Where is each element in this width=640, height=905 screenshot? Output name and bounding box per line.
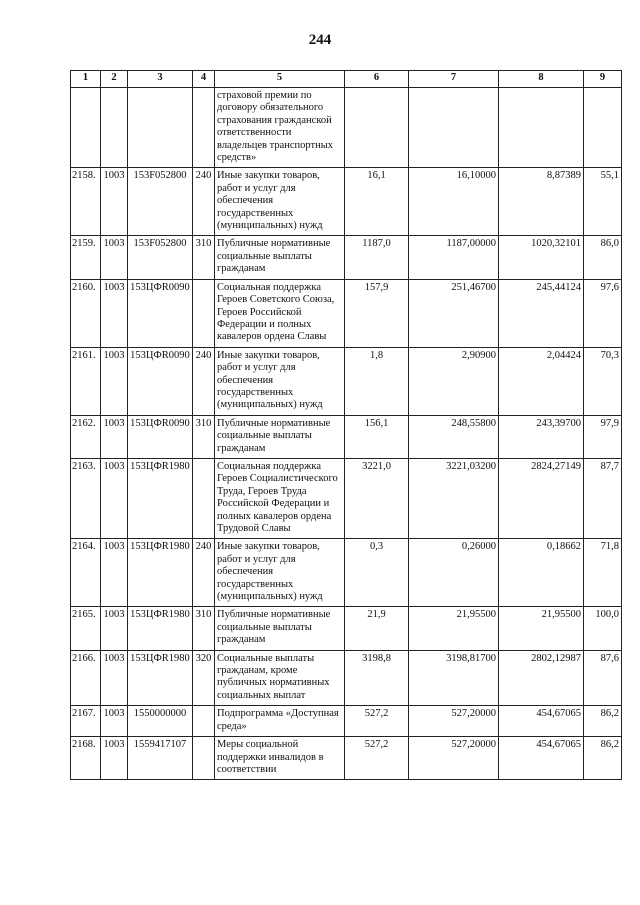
header-col-1: 1 xyxy=(71,71,101,88)
header-col-6: 6 xyxy=(345,71,409,88)
value-col-7: 248,55800 xyxy=(409,415,499,458)
row-description: Публичные нормативные социальные выплаты гражданам xyxy=(215,415,345,458)
value-col-6: 0,3 xyxy=(345,539,409,607)
value-col-9: 71,8 xyxy=(584,539,622,607)
value-col-9: 70,3 xyxy=(584,347,622,415)
value-col-9: 86,2 xyxy=(584,706,622,737)
section-code: 1003 xyxy=(101,236,128,279)
header-col-3: 3 xyxy=(128,71,193,88)
target-article-code: 153ЦФR0090 xyxy=(128,415,193,458)
value-col-7: 0,26000 xyxy=(409,539,499,607)
value-col-9: 55,1 xyxy=(584,168,622,236)
value-col-7: 2,90900 xyxy=(409,347,499,415)
row-description: Подпрограмма «Доступная среда» xyxy=(215,706,345,737)
value-col-7: 3198,81700 xyxy=(409,650,499,706)
table-row xyxy=(71,650,622,706)
value-col-8: 21,95500 xyxy=(499,607,584,650)
row-description: Социальная поддержка Героев Социалистического Труда, Героев Труда Российской Федерации и полных кавалеров ордена Трудовой Славы xyxy=(215,458,345,538)
row-description: Иные закупки товаров, работ и услуг для обеспечения государственных (муниципальных) нужд xyxy=(215,168,345,236)
value-col-8: 2,04424 xyxy=(499,347,584,415)
target-article-code: 153ЦФR1980 xyxy=(128,607,193,650)
header-col-4: 4 xyxy=(193,71,215,88)
value-col-6: 156,1 xyxy=(345,415,409,458)
value-col-8: 0,18662 xyxy=(499,539,584,607)
value-col-6: 527,2 xyxy=(345,706,409,737)
value-col-8: 2802,12987 xyxy=(499,650,584,706)
row-description: Публичные нормативные социальные выплаты гражданам xyxy=(215,607,345,650)
value-col-6: 1187,0 xyxy=(345,236,409,279)
section-code: 1003 xyxy=(101,168,128,236)
value-col-7: 527,20000 xyxy=(409,706,499,737)
table-row xyxy=(71,539,622,607)
value-col-9: 86,0 xyxy=(584,236,622,279)
row-number: 2160. xyxy=(71,279,101,347)
value-col-7: 21,95500 xyxy=(409,607,499,650)
target-article-code: 153F052800 xyxy=(128,236,193,279)
expense-type-code: 240 xyxy=(193,539,215,607)
value-col-9: 87,6 xyxy=(584,650,622,706)
expense-type-code: 310 xyxy=(193,607,215,650)
value-col-7: 251,46700 xyxy=(409,279,499,347)
value-col-9: 100,0 xyxy=(584,607,622,650)
value-col-7: 1187,00000 xyxy=(409,236,499,279)
target-article-code: 153ЦФR1980 xyxy=(128,539,193,607)
value-col-9: 97,9 xyxy=(584,415,622,458)
section-code: 1003 xyxy=(101,347,128,415)
table-row xyxy=(71,706,622,737)
row-number: 2167. xyxy=(71,706,101,737)
expense-type-code: 320 xyxy=(193,650,215,706)
target-article-code: 153ЦФR1980 xyxy=(128,458,193,538)
value-col-9: 86,2 xyxy=(584,737,622,780)
section-code: 1003 xyxy=(101,650,128,706)
value-col-6: 1,8 xyxy=(345,347,409,415)
row-number: 2159. xyxy=(71,236,101,279)
header-row xyxy=(71,71,622,88)
target-article-code: 153ЦФR0090 xyxy=(128,279,193,347)
row-number: 2168. xyxy=(71,737,101,780)
table-row xyxy=(71,236,622,279)
section-code: 1003 xyxy=(101,607,128,650)
value-col-8: 454,67065 xyxy=(499,706,584,737)
expense-type-code xyxy=(193,737,215,780)
value-col-7: 16,10000 xyxy=(409,168,499,236)
section-code: 1003 xyxy=(101,415,128,458)
section-code: 1003 xyxy=(101,737,128,780)
value-col-7: 3221,03200 xyxy=(409,458,499,538)
target-article-code: 1550000000 xyxy=(128,706,193,737)
page-number: 244 xyxy=(308,32,332,48)
value-col-6: 157,9 xyxy=(345,279,409,347)
row-description: Социальная поддержка Героев Советского Союза, Героев Российской Федерации и полных кавалеров ордена Славы xyxy=(215,279,345,347)
row-description: Публичные нормативные социальные выплаты гражданам xyxy=(215,236,345,279)
row-description: Иные закупки товаров, работ и услуг для обеспечения государственных (муниципальных) нужд xyxy=(215,539,345,607)
expense-type-code: 310 xyxy=(193,236,215,279)
value-col-8: 454,67065 xyxy=(499,737,584,780)
target-article-code: 153F052800 xyxy=(128,168,193,236)
section-code: 1003 xyxy=(101,706,128,737)
value-col-9: 87,7 xyxy=(584,458,622,538)
value-col-6: 16,1 xyxy=(345,168,409,236)
expense-type-code xyxy=(193,706,215,737)
continuation-row xyxy=(71,88,622,168)
value-col-8: 2824,27149 xyxy=(499,458,584,538)
value-col-7: 527,20000 xyxy=(409,737,499,780)
row-number: 2162. xyxy=(71,415,101,458)
section-code: 1003 xyxy=(101,279,128,347)
expense-type-code xyxy=(193,458,215,538)
target-article-code: 1559417107 xyxy=(128,737,193,780)
table-row xyxy=(71,168,622,236)
header-col-5: 5 xyxy=(215,71,345,88)
value-col-8: 1020,32101 xyxy=(499,236,584,279)
header-col-7: 7 xyxy=(409,71,499,88)
row-description: Иные закупки товаров, работ и услуг для обеспечения государственных (муниципальных) нужд xyxy=(215,347,345,415)
row-number: 2164. xyxy=(71,539,101,607)
row-number: 2166. xyxy=(71,650,101,706)
expense-type-code: 240 xyxy=(193,347,215,415)
section-code: 1003 xyxy=(101,539,128,607)
row-number: 2161. xyxy=(71,347,101,415)
header-col-9: 9 xyxy=(584,71,622,88)
row-description: Социальные выплаты гражданам, кроме публичных нормативных социальных выплат xyxy=(215,650,345,706)
table-row xyxy=(71,458,622,538)
table-row xyxy=(71,415,622,458)
value-col-6: 21,9 xyxy=(345,607,409,650)
table-row xyxy=(71,737,622,780)
header-col-2: 2 xyxy=(101,71,128,88)
row-number: 2163. xyxy=(71,458,101,538)
value-col-6: 3198,8 xyxy=(345,650,409,706)
value-col-8: 243,39700 xyxy=(499,415,584,458)
expense-type-code xyxy=(193,279,215,347)
value-col-6: 3221,0 xyxy=(345,458,409,538)
row-number: 2158. xyxy=(71,168,101,236)
row-description: Меры социальной поддержки инвалидов в соответствии xyxy=(215,737,345,780)
table-row xyxy=(71,607,622,650)
value-col-6: 527,2 xyxy=(345,737,409,780)
value-col-8: 8,87389 xyxy=(499,168,584,236)
expense-type-code: 310 xyxy=(193,415,215,458)
section-code: 1003 xyxy=(101,458,128,538)
continuation-description: страховой премии по договору обязательного страхования гражданской ответственности владельцев транспортных средств» xyxy=(215,88,345,168)
table-row xyxy=(71,347,622,415)
row-number: 2165. xyxy=(71,607,101,650)
value-col-8: 245,44124 xyxy=(499,279,584,347)
expense-type-code: 240 xyxy=(193,168,215,236)
target-article-code: 153ЦФR0090 xyxy=(128,347,193,415)
header-col-8: 8 xyxy=(499,71,584,88)
table-row xyxy=(71,279,622,347)
target-article-code: 153ЦФR1980 xyxy=(128,650,193,706)
value-col-9: 97,6 xyxy=(584,279,622,347)
budget-table xyxy=(70,70,622,780)
